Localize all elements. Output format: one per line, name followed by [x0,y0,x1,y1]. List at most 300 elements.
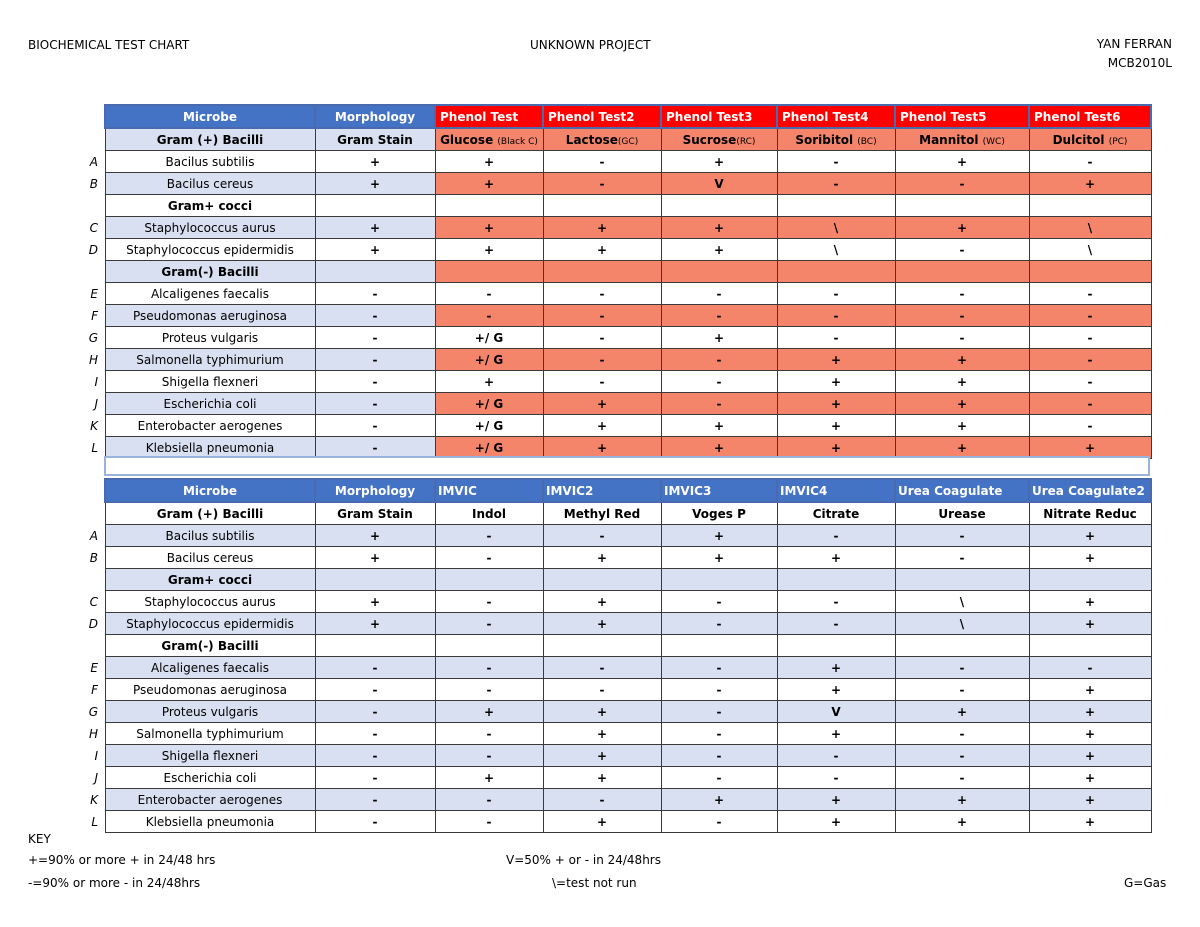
table-row [105,767,1151,789]
result-cell: - [435,525,543,547]
result-cell [315,261,435,283]
result-cell [435,261,543,283]
table-row [105,723,1151,745]
column-header: Microbe [105,105,315,128]
microbe-name: Escherichia coli [105,393,315,415]
result-cell: - [543,789,661,811]
row-letter: H [88,726,98,741]
result-cell: - [543,305,661,327]
result-cell: \ [1029,217,1151,239]
row-letter: B [89,176,98,191]
result-cell [777,635,895,657]
result-cell: + [543,393,661,415]
result-cell: - [435,745,543,767]
microbe-name: Staphylococcus aurus [105,217,315,239]
microbe-name: Proteus vulgaris [105,701,315,723]
subheader-cell: Indol [435,502,543,525]
result-cell: + [315,217,435,239]
column-header: Urea Coagulate [895,479,1029,502]
result-cell: + [661,547,777,569]
result-cell: +/ G [435,437,543,459]
result-cell: + [543,745,661,767]
result-cell: - [315,723,435,745]
row-letter: F [91,308,98,323]
row-letter: J [94,770,98,785]
result-cell: - [1029,393,1151,415]
subheader-main: Gram (+) Bacilli [156,132,264,147]
result-cell: +/ G [435,393,543,415]
key-variable: V=50% + or - in 24/48hrs [506,853,661,867]
row-letter: E [90,660,98,675]
microbe-name: Bacilus cereus [105,173,315,195]
table-row [105,745,1151,767]
table-row [105,151,1151,173]
project-name: UNKNOWN PROJECT [530,38,651,52]
result-cell [661,569,777,591]
result-cell: - [543,151,661,173]
result-cell: - [315,415,435,437]
result-cell: - [1029,415,1151,437]
subheader-main: Dulcitol [1052,132,1109,147]
result-cell: \ [895,613,1029,635]
header-row [105,479,1151,502]
result-cell: + [543,217,661,239]
result-cell: - [661,723,777,745]
microbe-name: Pseudomonas aeruginosa [105,305,315,327]
result-cell: + [661,217,777,239]
column-header: Phenol Test3 [661,105,777,128]
result-cell: - [777,327,895,349]
result-cell [315,195,435,217]
row-letter: I [94,748,98,763]
table-row [105,657,1151,679]
result-cell: - [315,283,435,305]
result-cell: - [661,679,777,701]
result-cell: + [315,173,435,195]
result-cell: - [777,305,895,327]
key-gas: G=Gas [1124,876,1167,890]
result-cell: - [315,767,435,789]
result-cell: + [895,349,1029,371]
group-row [105,195,1151,217]
subheader-cell: Nitrate Reduc [1029,502,1151,525]
microbe-name: Salmonella typhimurium [105,723,315,745]
result-cell: +/ G [435,327,543,349]
result-cell [315,569,435,591]
result-cell: + [895,811,1029,833]
table-row [105,547,1151,569]
result-cell: + [777,349,895,371]
result-cell [543,569,661,591]
microbe-name: Shigella flexneri [105,745,315,767]
result-cell: - [895,547,1029,569]
subheader-main: Soribitol [795,132,858,147]
microbe-name: Staphylococcus epidermidis [105,239,315,261]
result-cell: \ [895,591,1029,613]
column-header: Phenol Test [435,105,543,128]
result-cell: - [315,327,435,349]
result-cell: - [895,327,1029,349]
result-cell: + [777,811,895,833]
result-cell [895,195,1029,217]
result-cell: + [1029,789,1151,811]
microbe-name: Gram(-) Bacilli [105,635,315,657]
key-not-run: \=test not run [552,876,637,890]
table-row [105,239,1151,261]
row-letter: G [88,330,98,345]
table-row [105,679,1151,701]
result-cell: - [895,283,1029,305]
microbe-name: Gram+ cocci [105,569,315,591]
column-header: Phenol Test4 [777,105,895,128]
result-cell: - [543,173,661,195]
row-letter: J [94,396,98,411]
table-row [105,393,1151,415]
result-cell: - [543,525,661,547]
result-cell: + [661,151,777,173]
result-cell: - [777,525,895,547]
result-cell: + [661,525,777,547]
result-cell: - [315,437,435,459]
result-cell: + [543,701,661,723]
subheader-cell: Urease [895,502,1029,525]
table-row [105,217,1151,239]
result-cell: + [777,789,895,811]
result-cell: - [435,613,543,635]
result-cell: + [543,723,661,745]
row-letter: G [88,704,98,719]
row-letter: L [91,440,98,455]
result-cell: + [1029,767,1151,789]
column-header: IMVIC [435,479,543,502]
subheader-note: (GC) [617,136,639,147]
row-letter: I [94,374,98,389]
column-header: Microbe [105,479,315,502]
subheader-cell: Methyl Red [543,502,661,525]
result-cell: + [777,547,895,569]
result-cell: + [315,547,435,569]
result-cell: - [435,547,543,569]
result-cell: - [1029,371,1151,393]
result-cell: + [543,437,661,459]
subheader-cell [895,128,1029,151]
result-cell: - [661,283,777,305]
result-cell [777,195,895,217]
result-cell: - [315,371,435,393]
result-cell: + [777,723,895,745]
result-cell: - [895,173,1029,195]
result-cell: + [543,811,661,833]
result-cell: - [661,393,777,415]
subheader-main: Sucrose [682,132,737,147]
result-cell: - [315,701,435,723]
result-cell: + [777,415,895,437]
result-cell: + [435,239,543,261]
column-header: Phenol Test5 [895,105,1029,128]
result-cell: + [1029,525,1151,547]
column-header: Phenol Test6 [1029,105,1151,128]
result-cell: - [435,305,543,327]
table-row [105,349,1151,371]
result-cell: - [895,745,1029,767]
result-cell: + [777,657,895,679]
subheader-row [105,502,1151,525]
result-cell [315,635,435,657]
subheader-cell [435,128,543,151]
result-cell: - [661,613,777,635]
microbe-name: Pseudomonas aeruginosa [105,679,315,701]
subheader-cell [661,128,777,151]
phenol-test-table [104,104,1152,459]
result-cell: + [435,701,543,723]
result-cell: + [895,415,1029,437]
row-letter: L [91,814,98,829]
course-code: MCB2010L [1107,56,1172,70]
subheader-main: Lactose [565,132,618,147]
table-row [105,415,1151,437]
result-cell [661,261,777,283]
result-cell: + [661,415,777,437]
result-cell [1029,569,1151,591]
result-cell: - [315,789,435,811]
column-header: IMVIC3 [661,479,777,502]
result-cell: + [1029,811,1151,833]
result-cell: - [543,679,661,701]
result-cell [895,261,1029,283]
result-cell: + [1029,437,1151,459]
result-cell: + [1029,547,1151,569]
result-cell [1029,195,1151,217]
row-letter: E [90,286,98,301]
subheader-cell: Citrate [777,502,895,525]
subheader-note: (RC) [736,136,756,147]
result-cell: + [315,591,435,613]
result-cell: - [661,811,777,833]
result-cell: - [661,745,777,767]
result-cell: + [895,151,1029,173]
result-cell [543,261,661,283]
result-cell [661,195,777,217]
result-cell: - [777,767,895,789]
microbe-name: Escherichia coli [105,767,315,789]
result-cell: - [777,745,895,767]
result-cell: + [435,767,543,789]
result-cell: + [1029,745,1151,767]
result-cell: + [543,547,661,569]
result-cell [1029,261,1151,283]
subheader-cell [777,128,895,151]
result-cell: - [1029,283,1151,305]
result-cell: - [1029,327,1151,349]
result-cell: + [1029,679,1151,701]
row-letter: B [89,550,98,565]
result-cell: + [1029,591,1151,613]
microbe-name: Salmonella typhimurium [105,349,315,371]
imvic-test-table [104,478,1152,833]
subheader-cell: Gram Stain [315,502,435,525]
result-cell: - [777,173,895,195]
result-cell: - [543,371,661,393]
table-row [105,789,1151,811]
microbe-name: Gram(-) Bacilli [105,261,315,283]
result-cell: - [777,613,895,635]
result-cell: + [895,217,1029,239]
result-cell: - [777,283,895,305]
result-cell: - [661,767,777,789]
subheader-note: (PC) [1108,136,1128,147]
microbe-name: Proteus vulgaris [105,327,315,349]
result-cell: + [435,217,543,239]
group-row [105,569,1151,591]
result-cell [543,195,661,217]
result-cell: + [543,767,661,789]
result-cell: - [543,283,661,305]
result-cell [543,635,661,657]
doc-title: BIOCHEMICAL TEST CHART [28,38,190,52]
table-row [105,327,1151,349]
table-row [105,305,1151,327]
result-cell: + [777,393,895,415]
result-cell: - [895,525,1029,547]
column-header: IMVIC2 [543,479,661,502]
result-cell: - [435,591,543,613]
subheader-cell: Gram (+) Bacilli [105,502,315,525]
result-cell: - [543,349,661,371]
result-cell: - [435,657,543,679]
result-cell [895,635,1029,657]
microbe-name: Bacilus subtilis [105,151,315,173]
result-cell: - [315,745,435,767]
result-cell: - [777,591,895,613]
table-separator [104,456,1150,476]
result-cell: - [661,305,777,327]
result-cell: - [435,283,543,305]
subheader-cell [543,128,661,151]
result-cell: - [777,151,895,173]
result-cell: - [435,679,543,701]
microbe-name: Klebsiella pneumonia [105,437,315,459]
result-cell: + [1029,723,1151,745]
result-cell: - [315,811,435,833]
result-cell: - [1029,657,1151,679]
result-cell: + [661,239,777,261]
result-cell: - [661,591,777,613]
result-cell: - [435,723,543,745]
table-row [105,283,1151,305]
result-cell: + [777,437,895,459]
result-cell: - [435,789,543,811]
result-cell: +/ G [435,415,543,437]
table-row [105,591,1151,613]
column-header: Phenol Test2 [543,105,661,128]
result-cell: + [543,239,661,261]
column-header: Morphology [315,479,435,502]
result-cell: - [895,239,1029,261]
subheader-main: Mannitol [919,132,983,147]
subheader-main: Glucose [440,132,498,147]
table-row [105,701,1151,723]
subheader-cell [315,128,435,151]
result-cell: + [1029,701,1151,723]
result-cell [661,635,777,657]
microbe-name: Gram+ cocci [105,195,315,217]
result-cell [777,261,895,283]
microbe-name: Staphylococcus epidermidis [105,613,315,635]
result-cell: \ [777,217,895,239]
subheader-cell: Voges P [661,502,777,525]
key-plus: +=90% or more + in 24/48 hrs [28,853,216,867]
result-cell: + [435,173,543,195]
result-cell: - [895,767,1029,789]
microbe-name: Klebsiella pneumonia [105,811,315,833]
result-cell: + [661,789,777,811]
result-cell: - [315,349,435,371]
table-row [105,613,1151,635]
result-cell: + [1029,173,1151,195]
result-cell: + [315,239,435,261]
result-cell: - [895,657,1029,679]
result-cell: \ [777,239,895,261]
result-cell: +/ G [435,349,543,371]
result-cell: + [543,415,661,437]
result-cell: + [435,371,543,393]
row-letter: C [89,594,98,609]
author-block [1097,35,1172,73]
subheader-row [105,128,1151,151]
result-cell: + [895,789,1029,811]
result-cell: - [1029,349,1151,371]
subheader-main: Gram Stain [337,132,413,147]
result-cell: + [661,327,777,349]
subheader-note: (Black C) [497,136,538,147]
row-letter: D [88,616,98,631]
microbe-name: Staphylococcus aurus [105,591,315,613]
subheader-cell [105,128,315,151]
result-cell: - [895,723,1029,745]
microbe-name: Enterobacter aerogenes [105,415,315,437]
subheader-note: (WC) [982,136,1005,147]
result-cell: + [1029,613,1151,635]
microbe-name: Bacilus subtilis [105,525,315,547]
column-header: Morphology [315,105,435,128]
result-cell: - [315,393,435,415]
author-name: YAN FERRAN [1096,37,1172,51]
result-cell: - [315,305,435,327]
result-cell: + [315,613,435,635]
result-cell: - [661,701,777,723]
table-row [105,173,1151,195]
result-cell [435,569,543,591]
microbe-name: Shigella flexneri [105,371,315,393]
result-cell: - [661,349,777,371]
table-row [105,371,1151,393]
row-letter: K [90,792,98,807]
result-cell: - [543,657,661,679]
result-cell: + [661,437,777,459]
result-cell [777,569,895,591]
subheader-note: (BC) [857,136,877,147]
result-cell [435,195,543,217]
result-cell: V [661,173,777,195]
result-cell: + [777,371,895,393]
table-row [105,525,1151,547]
result-cell: + [315,525,435,547]
row-letter: A [89,154,98,169]
result-cell: - [1029,305,1151,327]
result-cell [1029,635,1151,657]
microbe-name: Enterobacter aerogenes [105,789,315,811]
result-cell: + [543,613,661,635]
